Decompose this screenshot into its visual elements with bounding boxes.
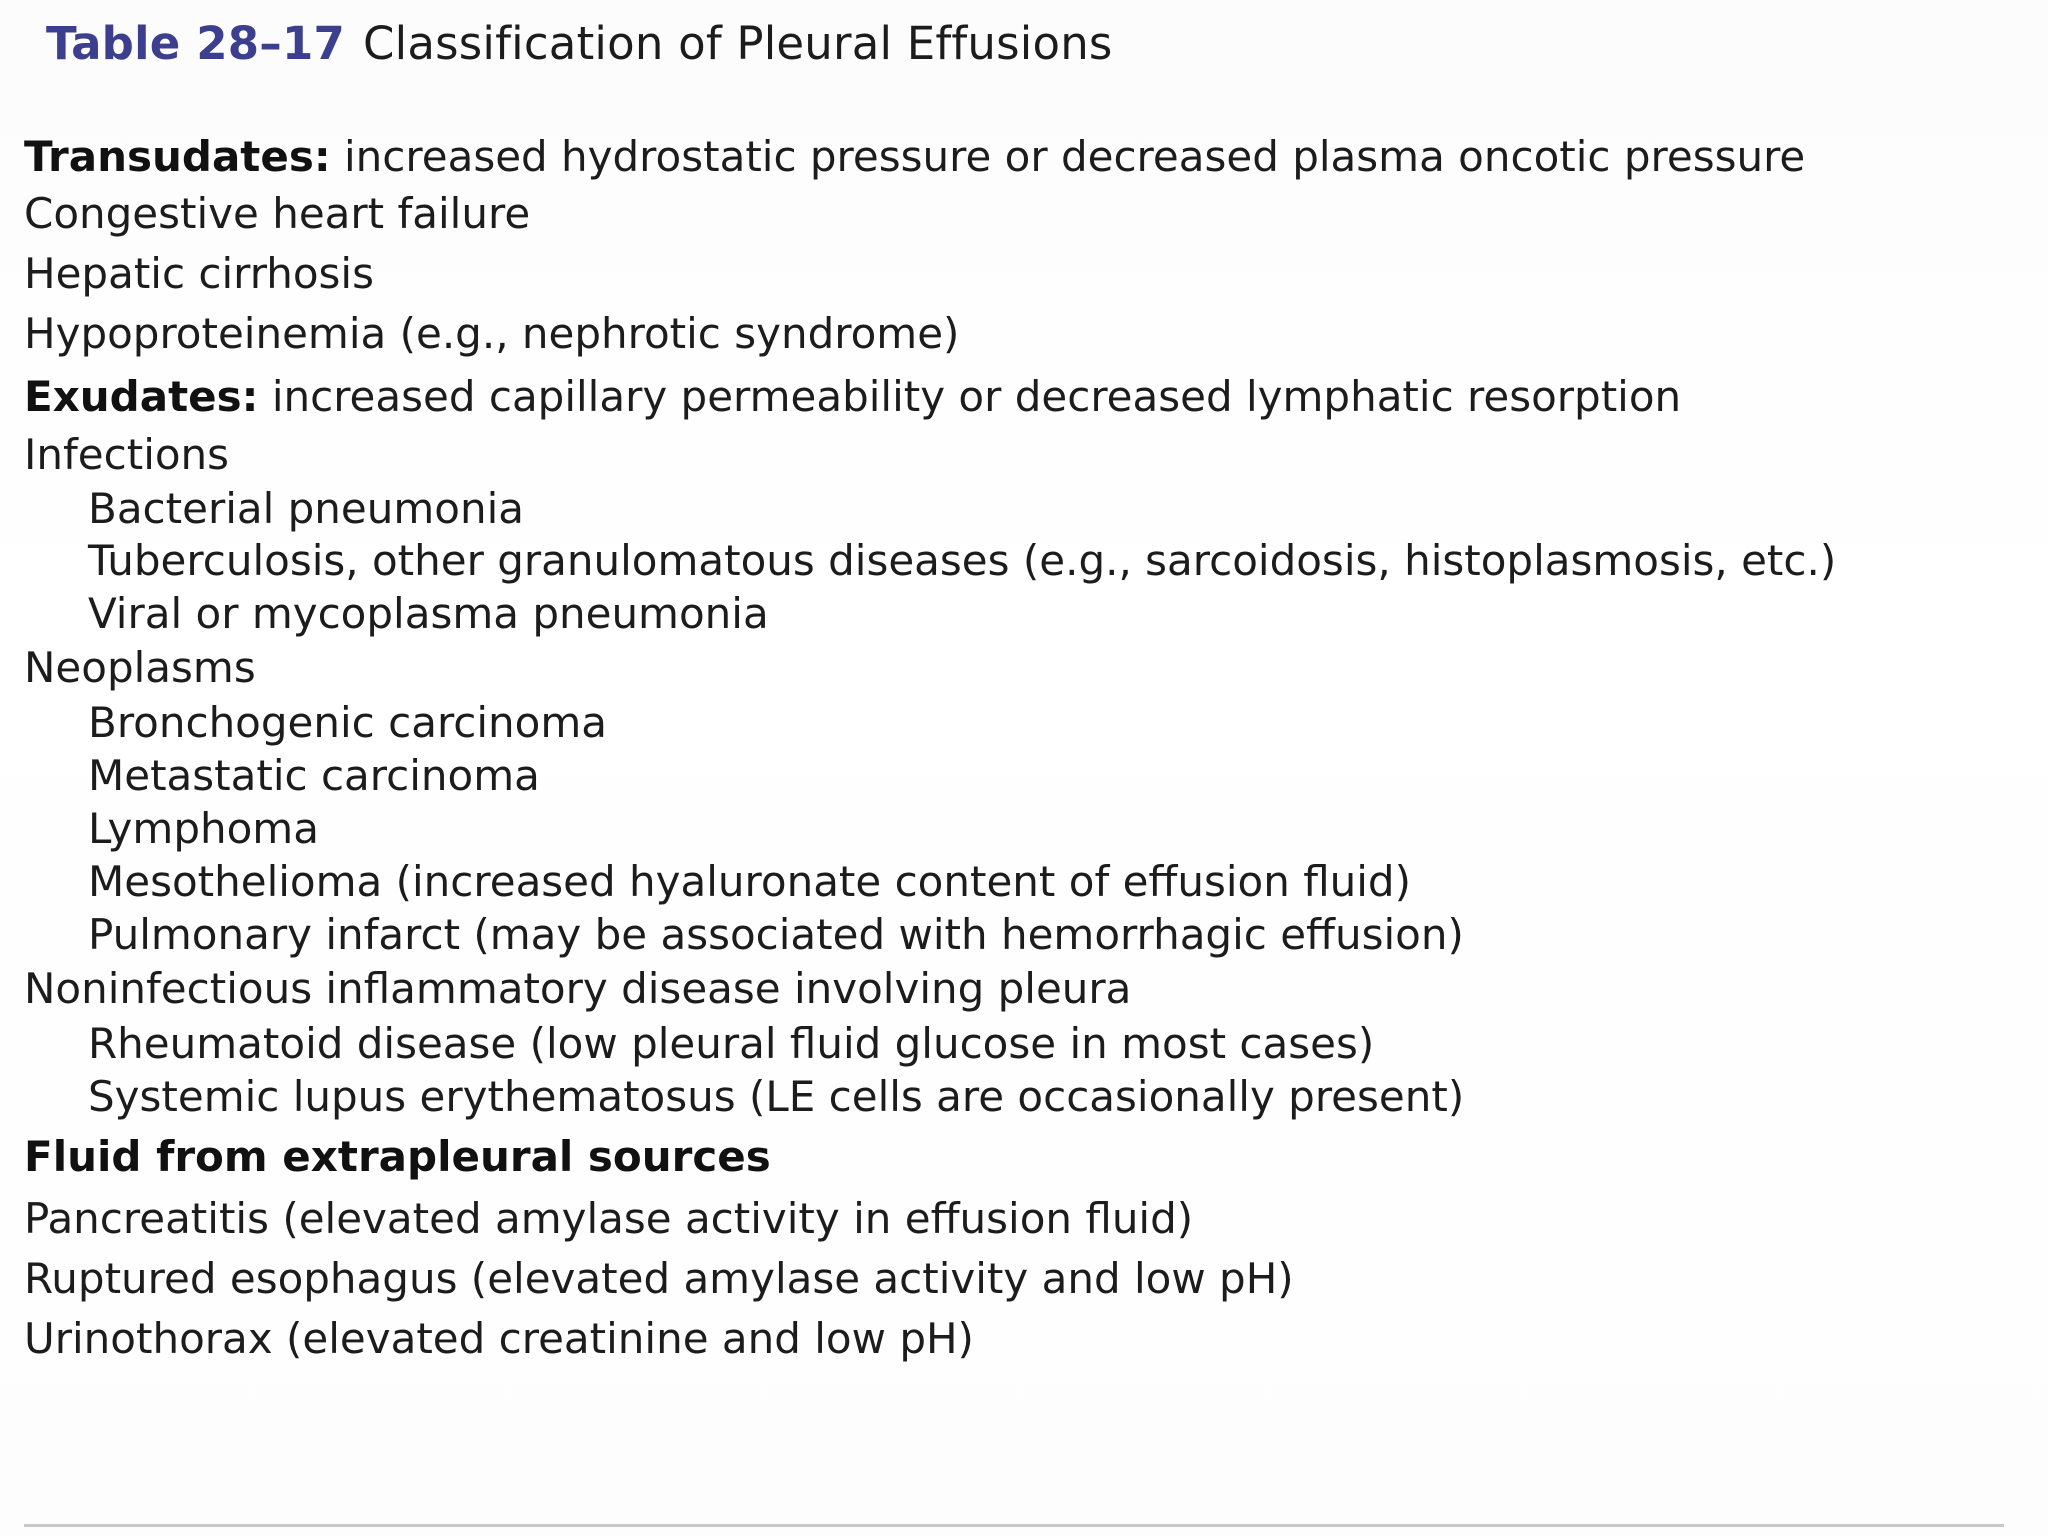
list-item: Congestive heart failure (24, 189, 531, 238)
group-heading-neoplasms: Neoplasms (24, 643, 256, 692)
transudates-heading: Transudates: (24, 132, 331, 181)
table-bottom-rule (24, 1524, 2004, 1527)
list-item: Urinothorax (elevated creatinine and low pH) (24, 1314, 974, 1363)
list-item: Tuberculosis, other granulomatous diseases (e.g., sarcoidosis, histoplasmosis, etc.) (88, 536, 1837, 585)
list-item: Bronchogenic carcinoma (88, 698, 608, 747)
list-item: Ruptured esophagus (elevated amylase activity and low pH) (24, 1254, 1294, 1303)
exudates-heading: Exudates: (24, 372, 259, 421)
list-item: Mesothelioma (increased hyaluronate content of effusion fluid) (88, 857, 1411, 906)
transudates-description: increased hydrostatic pressure or decreased plasma oncotic pressure (344, 132, 1806, 181)
list-item: Bacterial pneumonia (88, 484, 525, 533)
list-item: Metastatic carcinoma (88, 751, 540, 800)
list-item: Systemic lupus erythematosus (LE cells are occasionally present) (88, 1072, 1465, 1121)
table-number: Table 28–17 (46, 17, 346, 70)
group-heading-infections: Infections (24, 430, 230, 479)
transudates-heading-row (24, 130, 2014, 184)
list-item: Pancreatitis (elevated amylase activity in effusion fluid) (24, 1194, 1194, 1243)
extrapleural-heading: Fluid from extrapleural sources (24, 1132, 771, 1181)
exudates-heading-row (24, 366, 2014, 428)
list-item: Hepatic cirrhosis (24, 249, 374, 298)
list-item: Hypoproteinemia (e.g., nephrotic syndrome) (24, 309, 960, 358)
table-title (46, 14, 1113, 74)
table-body (24, 128, 2014, 1369)
table-caption: Classification of Pleural Effusions (363, 17, 1113, 70)
exudates-description: increased capillary permeability or decreased lymphatic resorption (271, 372, 1682, 421)
list-item: Viral or mycoplasma pneumonia (88, 589, 769, 638)
list-item: Pulmonary infarct (may be associated with hemorrhagic effusion) (88, 910, 1464, 959)
list-item: Lymphoma (88, 804, 319, 853)
list-item: Rheumatoid disease (low pleural fluid glucose in most cases) (88, 1019, 1375, 1068)
group-heading-noninfectious: Noninfectious inflammatory disease involving pleura (24, 964, 1132, 1013)
